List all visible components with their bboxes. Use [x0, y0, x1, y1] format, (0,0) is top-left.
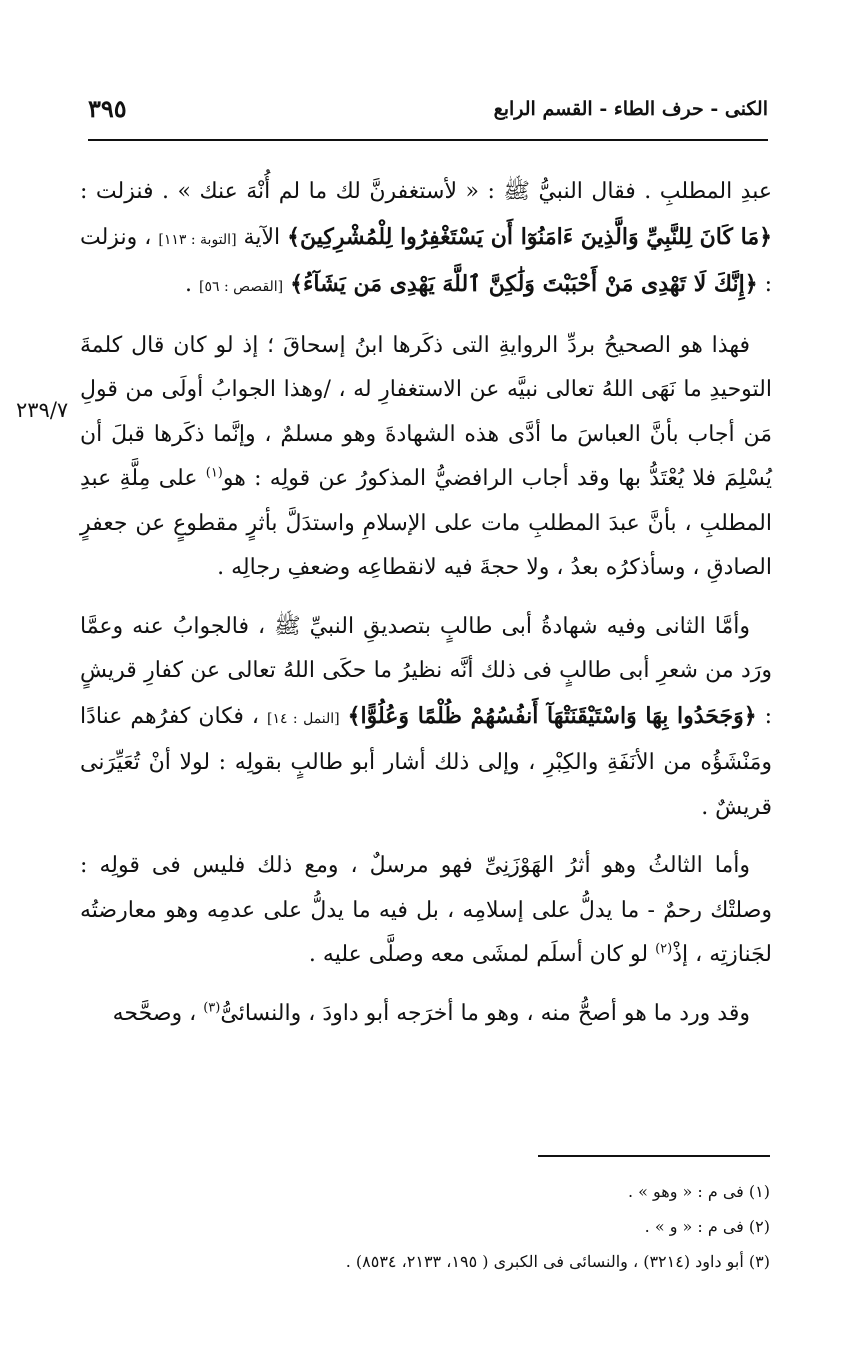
text-span: ، ونزلت : [80, 224, 772, 297]
footnotes [180, 1174, 770, 1279]
verse-reference: [القصص : ٥٦] [199, 279, 284, 295]
main-text [80, 170, 772, 1036]
footnote-rule [538, 1155, 770, 1157]
verse-reference: [التوبة : ١١٣] [158, 231, 237, 248]
text-span: وأمَّا الثانى وفيه شهادةُ أبى طالبٍ بتصديقِ النبيِّ ﷺ ، فالجوابُ عنه وعمَّا ورَد من شعرِ أبى طالبٍ فى ذلك أنَّه نظيرُ ما حكَى اللهُ تعالى عن كفارِ قريشٍ : [80, 613, 772, 729]
paragraph-4 [80, 844, 772, 978]
paragraph-1 [80, 170, 772, 310]
footnote-marker: (١) [205, 465, 223, 481]
running-header [88, 92, 768, 132]
page-number: ٣٩٥ [88, 94, 127, 123]
paragraph-2 [80, 324, 772, 591]
paragraph-3 [80, 605, 772, 831]
footnote-2: (٢) فى م : « و » . [644, 1217, 770, 1236]
quran-verse: ﴿وَجَحَدُوا بِهَا وَاسْتَيْقَنَتْهَآ أَنفُسُهُمْ ظُلْمًا وَعُلُوًّا﴾ [347, 702, 757, 729]
margin-reference: ٢٣٩/٧ [16, 398, 69, 422]
header-rule [88, 139, 768, 141]
text-span: على مِلَّةِ عبدِ المطلبِ ، بأنَّ عبدَ المطلبِ مات على الإسلامِ واستدَلَّ بأثرٍ مقطوعٍ عن جعفرٍ الصادقِ ، وسأذكرُه بعدُ ، ولا حجةَ فيه لانقطاعِه وضعفِ رجالِه . [80, 466, 772, 580]
footnote-1: (١) فى م : « وهو » . [627, 1182, 770, 1201]
text-span: عبدِ المطلبِ . فقال النبيُّ ﷺ : « لأستغفرنَّ لك ما لم أُنْهَ عنك » . فنزلت : [80, 179, 772, 204]
text-span: وقد ورد ما هو أصحُّ منه ، وهو ما أخرَجه أبو داودَ ، والنسائىُّ [220, 1000, 750, 1026]
text-span: لو كان أسلَم لمشَى معه وصلَّى عليه . [308, 942, 656, 967]
paragraph-5 [80, 992, 772, 1037]
footnote-marker: (٣) [203, 1000, 221, 1016]
quran-verse: ﴿إِنَّكَ لَا تَهْدِى مَنْ أَحْبَبْتَ وَلَٰكِنَّ ٱللَّهَ يَهْدِى مَن يَشَآءُ﴾ [290, 271, 758, 297]
text-span: فهذا هو الصحيحُ بردِّ الروايةِ التى ذكَرها ابنُ إسحاقَ ؛ إذ لو كان قال كلمةَ التوحيدِ ما نَهَى اللهُ تعالى نبيَّه عن الاستغفارِ له ، /وهذا الجوابُ أولَى من قولِ مَن أجاب بأنَّ العباسَ ما أدَّى هذه الشهادةَ وهو مسلمٌ ، وإنَّما ذكَرها قبلَ أن يُسْلِمَ فلا يُعْتَدُّ بها وقد أجاب الرافضيُّ المذكورُ عن قولِه : هو [80, 332, 773, 491]
footnote-marker: (٢) [655, 941, 673, 957]
text-span: ، وصحَّحه [112, 1000, 204, 1026]
text-span: . [185, 272, 200, 297]
footnote-3: (٣) أبو داود (٣٢١٤) ، والنسائى فى الكبرى ( ١٩٥، ٢١٣٣، ٨٥٣٤) . [345, 1252, 770, 1271]
text-span: وأما الثالثُ وهو أثرُ الهَوْزَنِىِّ فهو مرسلٌ ، ومع ذلك فليس فى قولِه : وصلتْك رحمٌ - ما يدلُّ على إسلامِه ، بل فيه ما يدلُّ على عدمِه وهو معارضتُه لجَنازتِه ، إذْ [80, 853, 772, 967]
text-span: ، فكان كفرُهم عنادًا ومَنْشَؤُه من الأنَفَةِ والكِبْرِ ، وإلى ذلك أشار أبو طالبٍ بقولِه : لولا أنْ تُعَيِّرَنى قريشٌ . [80, 703, 772, 820]
header-title: الكنى - حرف الطاء - القسم الرابع [493, 98, 768, 120]
verse-reference: [النمل : ١٤] [266, 710, 340, 727]
quran-verse: ﴿مَا كَانَ لِلنَّبِيِّ وَالَّذِينَ ءَامَنُوٓا أَن يَسْتَغْفِرُوا لِلْمُشْرِكِينَ﴾ [287, 223, 772, 250]
text-span: الآية [236, 224, 288, 250]
